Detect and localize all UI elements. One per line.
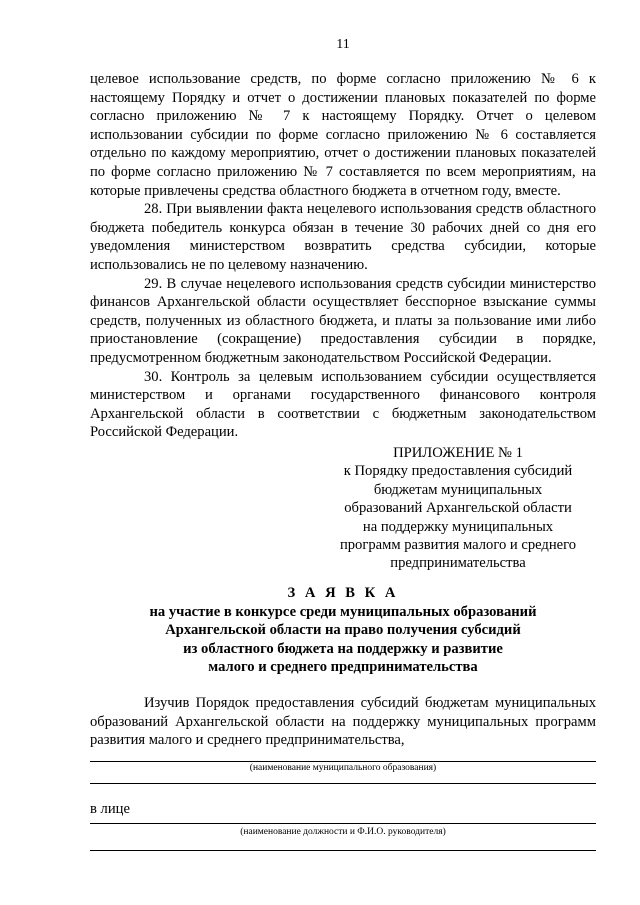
head-fill-line-2[interactable] <box>90 850 596 851</box>
head-caption: (наименование должности и Ф.И.О. руководителя) <box>240 827 446 837</box>
appendix-line: бюджетам муниципальных <box>373 481 543 498</box>
paragraph-28: 28. При выявлении факта нецелевого использования средств областного бюджета победитель конкурса обязан в течение 30 рабочих дней со дня его уведомления министерством возвратить средства субсидии, которые использовались не по целевому назначению. <box>90 201 596 273</box>
paragraph-continuation: целевое использование средств, по форме согласно приложению № 6 к настоящему Порядку и отчет о достижении плановых показателей по форме согласно приложению № 7 к настоящему Порядку. Отчет о целевом использовании субсидии по форме согласно приложению № 6 составляется отдельно по каждому мероприятию, отчет о достижении плановых показателей по форме согласно приложению № 7 составляется по всем мероприятиям, на которые привлечены средства областного бюджета в отчетном году, вместе. <box>90 71 596 199</box>
appendix-line: предпринимательства <box>390 555 526 572</box>
application-title: З А Я В К А <box>287 585 399 601</box>
application-subtitle-line: на участие в конкурсе среди муниципальных образований <box>149 603 537 620</box>
appendix-title: ПРИЛОЖЕНИЕ № 1 <box>393 445 523 461</box>
paragraph-29: 29. В случае нецелевого использования средств субсидии министерство финансов Архангельской области осуществляет бесспорное взыскание суммы средств, полученных из областного бюджета, и платы за пользование ими либо приостановление (сокращение) предоставления субсидии в порядке, предусмотренном бюджетным законодательством Российской Федерации. <box>90 275 596 366</box>
municipality-caption: (наименование муниципального образования) <box>249 763 437 773</box>
intro-paragraph: Изучив Порядок предоставления субсидий бюджетам муниципальных образований Архангельской области на поддержку муниципальных программ развития малого и среднего предпринимательства, <box>90 695 596 749</box>
appendix-line: на поддержку муниципальных <box>362 518 554 535</box>
application-title-block <box>90 584 596 677</box>
application-subtitle-line: Архангельской области на право получения субсидий <box>165 622 521 639</box>
municipality-fill-line-2[interactable] <box>90 783 596 784</box>
head-fill-line[interactable] <box>90 823 596 824</box>
paragraph-30: 30. Контроль за целевым использованием субсидии осуществляется министерством и органами государственного финансового контроля Архангельской области в соответствии с бюджетным законодательством Российской Федерации. <box>90 368 596 441</box>
body-text <box>90 70 596 442</box>
appendix-line: к Порядку предоставления субсидий <box>343 463 573 480</box>
application-subtitle-line: малого и среднего предпринимательства <box>208 659 478 676</box>
appendix-line: программ развития малого и среднего <box>339 537 577 554</box>
in-person-label: в лице <box>90 801 130 817</box>
appendix-header <box>322 444 594 573</box>
application-subtitle-line: из областного бюджета на поддержку и развитие <box>183 640 503 657</box>
municipality-fill-line[interactable] <box>90 761 596 762</box>
page-number: 11 <box>336 37 350 52</box>
appendix-line: образований Архангельской области <box>344 500 572 517</box>
